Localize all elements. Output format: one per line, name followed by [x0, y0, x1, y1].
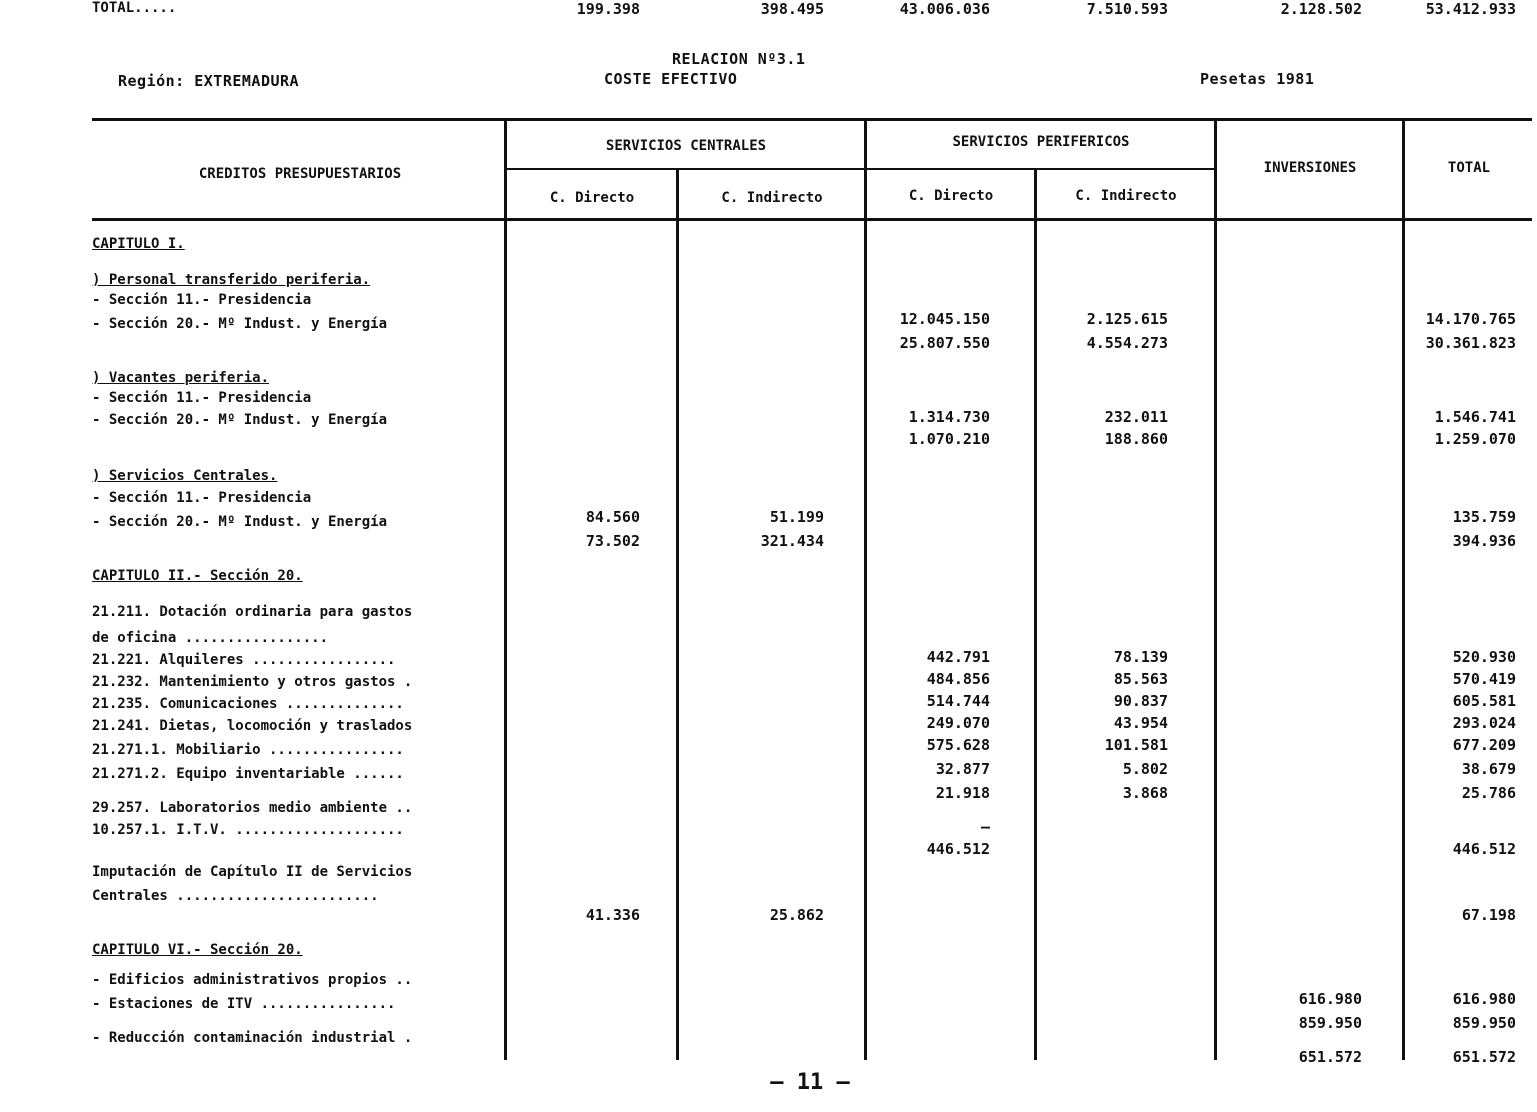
cell-pi: 232.011 — [1104, 408, 1168, 426]
row-label: Centrales ........................ — [92, 888, 379, 904]
cell-pi: 5.802 — [1122, 760, 1168, 778]
header-c-indirecto: C. Indirecto — [721, 190, 823, 206]
row-label: 21.221. Alquileres ................. — [92, 652, 396, 668]
cell-pi: 188.860 — [1104, 430, 1168, 448]
cell-ci: 398.495 — [760, 0, 824, 18]
cell-t: 293.024 — [1452, 714, 1516, 732]
row-label: CAPITULO I. — [92, 236, 185, 252]
row-label: TOTAL..... — [92, 0, 177, 16]
cell-t: 859.950 — [1452, 1014, 1516, 1032]
cell-inv: 2.128.502 — [1280, 0, 1362, 18]
header-inversiones: INVERSIONES — [1263, 160, 1357, 176]
subheader-rule — [506, 168, 1216, 170]
cell-t: 67.198 — [1461, 906, 1516, 924]
row-label: CAPITULO II.- Sección 20. — [92, 568, 303, 584]
col-divider — [864, 120, 867, 1060]
cell-pi: 101.581 — [1104, 736, 1168, 754]
cell-cd: 73.502 — [585, 532, 640, 550]
cell-t: 570.419 — [1452, 670, 1516, 688]
row-label: ) Servicios Centrales. — [92, 468, 278, 484]
cell-ci: 51.199 — [769, 508, 824, 526]
cell-pi: 78.139 — [1113, 648, 1168, 666]
cell-pd: 446.512 — [926, 840, 990, 858]
header-servicios-centrales: SERVICIOS CENTRALES — [605, 138, 767, 154]
cell-pd: 514.744 — [926, 692, 990, 710]
row-label: ) Personal transferido periferia. — [92, 272, 371, 288]
row-label: - Estaciones de ITV ................ — [92, 996, 396, 1012]
cell-inv: 616.980 — [1298, 990, 1362, 1008]
cell-t: 1.259.070 — [1434, 430, 1516, 448]
cell-t: 394.936 — [1452, 532, 1516, 550]
cell-inv: 651.572 — [1298, 1048, 1362, 1066]
cell-t: 38.679 — [1461, 760, 1516, 778]
row-label: 29.257. Laboratorios medio ambiente .. — [92, 800, 413, 816]
cell-pi: 2.125.615 — [1086, 310, 1168, 328]
row-label: - Sección 20.- Mº Indust. y Energía — [92, 412, 388, 428]
currency-label: Pesetas 1981 — [1200, 70, 1315, 88]
row-label: 21.241. Dietas, locomoción y traslados — [92, 718, 413, 734]
header-total: TOTAL — [1447, 160, 1491, 176]
cell-pd: 32.877 — [935, 760, 990, 778]
header-c-directo: C. Directo — [549, 190, 635, 206]
cell-ci: 25.862 — [769, 906, 824, 924]
row-label: 21.235. Comunicaciones .............. — [92, 696, 404, 712]
row-label: - Sección 11.- Presidencia — [92, 390, 312, 406]
row-label: 21.211. Dotación ordinaria para gastos — [92, 604, 413, 620]
cell-cd: 84.560 — [585, 508, 640, 526]
row-label: Imputación de Capítulo II de Servicios — [92, 864, 413, 880]
col-divider — [1214, 120, 1217, 1060]
cell-t: 520.930 — [1452, 648, 1516, 666]
relacion-title: RELACION Nº3.1 — [672, 50, 806, 68]
cell-t: 1.546.741 — [1434, 408, 1516, 426]
cell-t: 446.512 — [1452, 840, 1516, 858]
cell-pd: 249.070 — [926, 714, 990, 732]
cell-pi: 90.837 — [1113, 692, 1168, 710]
row-label: - Edificios administrativos propios .. — [92, 972, 413, 988]
cell-pd: 43.006.036 — [899, 0, 990, 18]
cell-pd: 12.045.150 — [899, 310, 990, 328]
cell-t: 605.581 — [1452, 692, 1516, 710]
cell-pi: 7.510.593 — [1086, 0, 1168, 18]
table-top-rule — [92, 118, 1532, 121]
row-label: 10.257.1. I.T.V. .................... — [92, 822, 404, 838]
row-label: CAPITULO VI.- Sección 20. — [92, 942, 303, 958]
cell-pd: 1.314.730 — [908, 408, 990, 426]
cell-pd: — — [980, 818, 990, 836]
cell-cd: 199.398 — [576, 0, 640, 18]
col-divider — [1402, 120, 1405, 1060]
row-label: ) Vacantes periferia. — [92, 370, 270, 386]
row-label: de oficina ................. — [92, 630, 329, 646]
cell-t: 25.786 — [1461, 784, 1516, 802]
row-label: - Sección 20.- Mº Indust. y Energía — [92, 316, 388, 332]
col-divider — [676, 170, 679, 1060]
cell-pd: 25.807.550 — [899, 334, 990, 352]
cell-pd: 21.918 — [935, 784, 990, 802]
cell-ci: 321.434 — [760, 532, 824, 550]
cell-t: 135.759 — [1452, 508, 1516, 526]
cell-pi: 43.954 — [1113, 714, 1168, 732]
cell-cd: 41.336 — [585, 906, 640, 924]
row-label: - Sección 20.- Mº Indust. y Energía — [92, 514, 388, 530]
header-p-directo: C. Directo — [908, 188, 994, 204]
row-label: 21.271.1. Mobiliario ................ — [92, 742, 404, 758]
cell-t: 30.361.823 — [1425, 334, 1516, 352]
row-label: - Sección 11.- Presidencia — [92, 490, 312, 506]
cell-pd: 484.856 — [926, 670, 990, 688]
cell-t: 14.170.765 — [1425, 310, 1516, 328]
cell-pd: 1.070.210 — [908, 430, 990, 448]
region-label: Región: EXTREMADURA — [118, 72, 300, 90]
cell-t: 616.980 — [1452, 990, 1516, 1008]
cell-t: 677.209 — [1452, 736, 1516, 754]
cell-inv: 859.950 — [1298, 1014, 1362, 1032]
col-divider — [504, 120, 507, 1060]
cell-pi: 3.868 — [1122, 784, 1168, 802]
cell-pi: 85.563 — [1113, 670, 1168, 688]
row-label: - Reducción contaminación industrial . — [92, 1030, 413, 1046]
cell-pd: 442.791 — [926, 648, 990, 666]
cell-t: 53.412.933 — [1425, 0, 1516, 18]
row-label: - Sección 11.- Presidencia — [92, 292, 312, 308]
page-number: — 11 — — [770, 1070, 850, 1095]
row-label: 21.271.2. Equipo inventariable ...... — [92, 766, 404, 782]
header-servicios-perifericos: SERVICIOS PERIFERICOS — [952, 134, 1130, 150]
row-label: 21.232. Mantenimiento y otros gastos . — [92, 674, 413, 690]
header-p-indirecto: C. Indirecto — [1075, 188, 1177, 204]
cell-t: 651.572 — [1452, 1048, 1516, 1066]
cell-pd: 575.628 — [926, 736, 990, 754]
header-bottom-rule — [92, 218, 1532, 221]
cell-pi: 4.554.273 — [1086, 334, 1168, 352]
coste-subtitle: COSTE EFECTIVO — [604, 70, 738, 88]
col-divider — [1034, 170, 1037, 1060]
header-creditos: CREDITOS PRESUPUESTARIOS — [198, 166, 402, 182]
